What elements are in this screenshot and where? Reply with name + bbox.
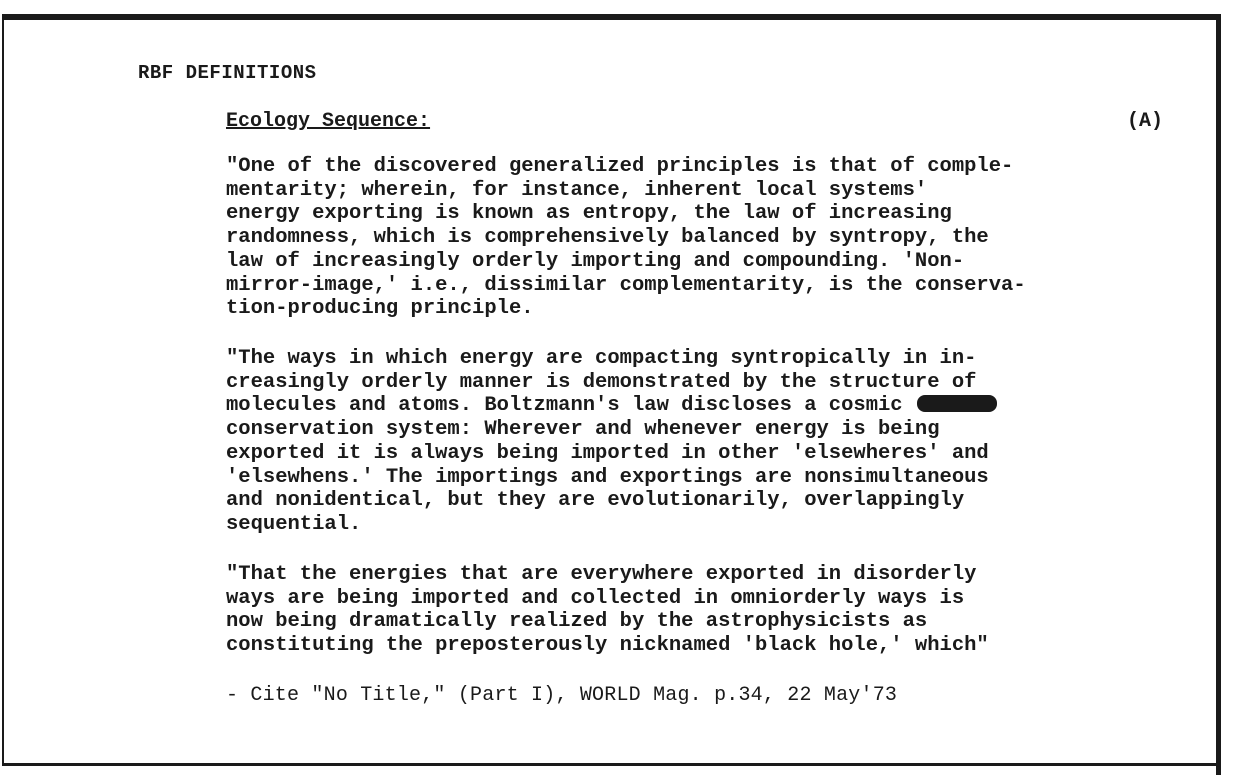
paragraph-line: creasingly orderly manner is demonstrated by the structure of: [226, 370, 977, 394]
page-edge-rule: [1216, 14, 1221, 775]
paragraph-line-text: molecules and atoms. Boltzmann's law discloses a cosmic: [226, 394, 903, 418]
paragraph-line: "That the energies that are everywhere exported in disorderly: [226, 563, 977, 586]
paragraph-line: now being dramatically realized by the astrophysicists as: [226, 610, 928, 634]
section-title-text: Ecology Sequence: [226, 110, 419, 133]
paragraph-line: exported it is always being imported in other 'elsewheres' and: [226, 441, 989, 465]
paragraph-line: randomness, which is comprehensively balanced by syntropy, the: [226, 226, 989, 250]
document-header: RBF DEFINITIONS: [138, 62, 317, 84]
quote-paragraph-2: [226, 347, 1126, 537]
section-tag: (A): [1127, 110, 1164, 133]
paragraph-line: "The ways in which energy are compacting syntropically in in-: [226, 347, 977, 370]
paragraph-line: sequential.: [226, 512, 362, 536]
paragraph-line: "One of the discovered generalized principles is that of comple-: [226, 155, 1014, 178]
redaction-mark: [917, 395, 997, 412]
paragraph-line-with-redaction: [226, 394, 1126, 418]
paragraph-line: conservation system: Wherever and whenever energy is being: [226, 418, 940, 442]
paragraph-line: tion-producing principle.: [226, 297, 534, 321]
quote-paragraph-3: [226, 563, 1126, 658]
paragraph-line: mentarity; wherein, for instance, inherent local systems': [226, 178, 928, 202]
section-title: [226, 110, 430, 133]
paragraph-line: ways are being imported and collected in omniorderly ways is: [226, 586, 965, 610]
quote-paragraph-1: [226, 155, 1126, 321]
paragraph-line: constituting the preposterously nicknamed 'black hole,' which": [226, 634, 989, 658]
paragraph-line: mirror-image,' i.e., dissimilar complementarity, is the conserva-: [226, 273, 1026, 297]
paragraph-line: and nonidentical, but they are evolutionarily, overlappingly: [226, 489, 965, 513]
section-title-colon: :: [418, 110, 431, 133]
paragraph-line: law of increasingly orderly importing and compounding. 'Non-: [226, 249, 965, 273]
citation: - Cite "No Title," (Part I), WORLD Mag. p.34, 22 May'73: [226, 684, 898, 707]
paragraph-line: energy exporting is known as entropy, the law of increasing: [226, 202, 952, 226]
paragraph-line: 'elsewhens.' The importings and exportings are nonsimultaneous: [226, 465, 989, 489]
